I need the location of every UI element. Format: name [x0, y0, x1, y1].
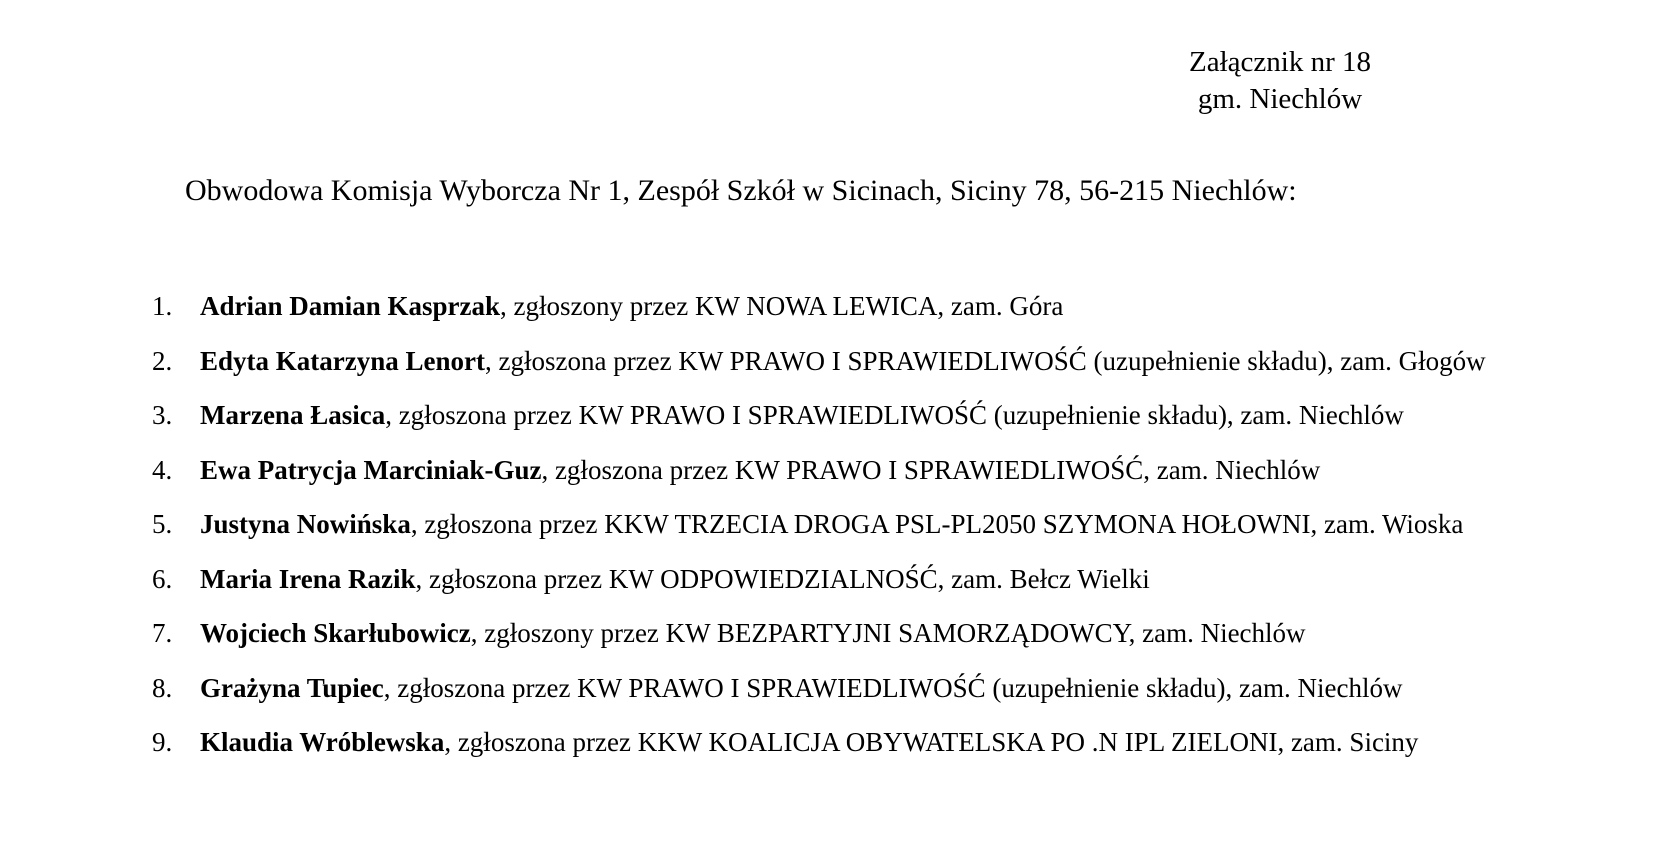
member-details: , zgłoszona przez KW PRAWO I SPRAWIEDLIWOŚĆ, zam. Niechlów	[541, 454, 1321, 485]
member-details: , zgłoszona przez KW PRAWO I SPRAWIEDLIWOŚĆ (uzupełnienie składu), zam. Głogów	[484, 345, 1486, 376]
member-details: , zgłoszony przez KW BEZPARTYJNI SAMORZĄDOWCY, zam. Niechlów	[470, 618, 1306, 648]
list-item-text	[200, 334, 1486, 389]
attachment-municipality: gm. Niechlów	[1197, 83, 1363, 115]
list-item	[152, 715, 1634, 770]
member-name: Wojciech Skarłubowicz	[200, 618, 471, 648]
member-details: , zgłoszona przez KW PRAWO I SPRAWIEDLIWOŚĆ (uzupełnienie składu), zam. Niechlów	[385, 400, 1404, 430]
list-item	[152, 279, 1634, 334]
list-item-number: 6.	[152, 563, 173, 594]
member-name: Klaudia Wróblewska	[200, 727, 445, 757]
list-item-number: 3.	[152, 400, 173, 430]
list-item-text	[200, 715, 1418, 770]
list-item-text	[200, 606, 1306, 661]
member-name: Edyta Katarzyna Lenort	[200, 345, 485, 376]
list-item-number: 2.	[152, 345, 173, 376]
list-item-number: 5.	[152, 509, 173, 539]
list-item-number: 7.	[152, 618, 173, 648]
list-item-number: 1.	[152, 291, 173, 321]
list-item-text	[200, 661, 1402, 716]
list-item	[152, 388, 1634, 443]
member-name: Ewa Patrycja Marciniak-Guz	[200, 454, 542, 485]
list-item-number: 4.	[152, 454, 173, 485]
list-item	[152, 661, 1634, 716]
member-name: Grażyna Tupiec	[200, 672, 384, 703]
member-list	[152, 279, 1634, 770]
list-item	[152, 497, 1634, 552]
list-item	[152, 606, 1634, 661]
member-details: , zgłoszona przez KKW TRZECIA DROGA PSL-PL2050 SZYMONA HOŁOWNI, zam. Wioska	[410, 509, 1464, 539]
attachment-number: Załącznik nr 18	[1189, 46, 1371, 78]
list-item	[152, 443, 1634, 498]
member-details: , zgłoszony przez KW NOWA LEWICA, zam. Góra	[500, 291, 1064, 321]
list-item-text	[200, 552, 1150, 607]
member-name: Maria Irena Razik	[200, 563, 416, 594]
member-details: , zgłoszona przez KW ODPOWIEDZIALNOŚĆ, zam. Bełcz Wielki	[415, 563, 1150, 594]
member-details: , zgłoszona przez KW PRAWO I SPRAWIEDLIWOŚĆ (uzupełnienie składu), zam. Niechlów	[383, 672, 1403, 703]
list-item	[152, 552, 1634, 607]
member-name: Justyna Nowińska	[200, 509, 411, 539]
member-details: , zgłoszona przez KKW KOALICJA OBYWATELSKA PO .N IPL ZIELONI, zam. Siciny	[444, 727, 1419, 757]
list-item	[152, 334, 1634, 389]
attachment-header	[1175, 44, 1385, 118]
page-title: Obwodowa Komisja Wyborcza Nr 1, Zespół Szkół w Sicinach, Siciny 78, 56-215 Niechlów:	[185, 174, 1297, 207]
list-item-number: 8.	[152, 672, 173, 703]
list-item-text	[200, 497, 1463, 552]
member-name: Marzena Łasica	[200, 400, 386, 430]
list-item-text	[200, 388, 1404, 443]
list-item-text	[200, 443, 1320, 498]
member-name: Adrian Damian Kasprzak	[200, 291, 501, 321]
list-item-number: 9.	[152, 727, 173, 757]
list-item-text	[200, 279, 1063, 334]
